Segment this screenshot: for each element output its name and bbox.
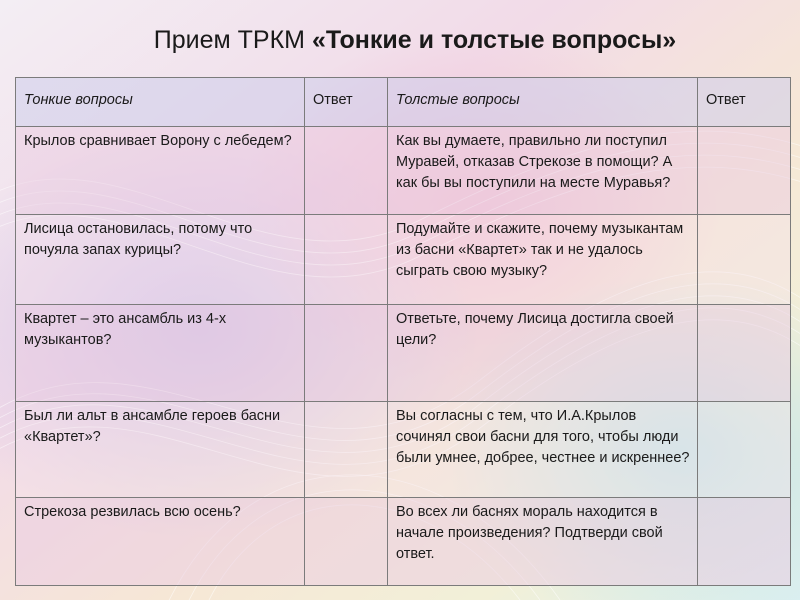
table-row: [16, 402, 791, 498]
answer-cell[interactable]: [698, 127, 791, 215]
answer-cell[interactable]: [698, 305, 791, 402]
header-thick-questions: Толстые вопросы: [388, 78, 698, 127]
answer-cell[interactable]: [698, 498, 791, 586]
thin-question-cell: Крылов сравнивает Ворону с лебедем?: [16, 127, 305, 215]
thin-question-cell: Квартет – это ансамбль из 4-х музыкантов?: [16, 305, 305, 402]
header-answer-2: Ответ: [698, 78, 791, 127]
title-prefix: Прием ТРКМ: [153, 26, 312, 54]
table-row: [16, 305, 791, 402]
thick-question-cell: Вы согласны с тем, что И.А.Крылов сочинял свои басни для того, чтобы люди были умнее, добрее, честнее и искреннее?: [388, 402, 698, 498]
questions-table: [15, 77, 791, 586]
answer-cell[interactable]: [698, 215, 791, 305]
table-row: [16, 498, 791, 586]
table-row: [16, 127, 791, 215]
answer-cell[interactable]: [698, 402, 791, 498]
header-thin-questions: Тонкие вопросы: [16, 78, 305, 127]
header-answer-1: Ответ: [305, 78, 388, 127]
answer-cell[interactable]: [305, 215, 388, 305]
answer-cell[interactable]: [305, 305, 388, 402]
thin-question-cell: Был ли альт в ансамбле героев басни «Квартет»?: [16, 402, 305, 498]
answer-cell[interactable]: [305, 498, 388, 586]
thin-question-cell: Стрекоза резвилась всю осень?: [16, 498, 305, 586]
answer-cell[interactable]: [305, 127, 388, 215]
thick-question-cell: Ответьте, почему Лисица достигла своей цели?: [388, 305, 698, 402]
thick-question-cell: Как вы думаете, правильно ли поступил Муравей, отказав Стрекозе в помощи? А как бы вы поступили на месте Муравья?: [388, 127, 698, 215]
table-header-row: [16, 78, 791, 127]
thick-question-cell: Во всех ли баснях мораль находится в начале произведения? Подтверди свой ответ.: [388, 498, 698, 586]
table-row: [16, 215, 791, 305]
title-emphasis: «Тонкие и толстые вопросы»: [311, 26, 677, 54]
thin-question-cell: Лисица остановилась, потому что почуяла запах курицы?: [16, 215, 305, 305]
answer-cell[interactable]: [305, 402, 388, 498]
thick-question-cell: Подумайте и скажите, почему музыкантам из басни «Квартет» так и не удалось сыграть свою музыку?: [388, 215, 698, 305]
page-title: [0, 26, 800, 55]
